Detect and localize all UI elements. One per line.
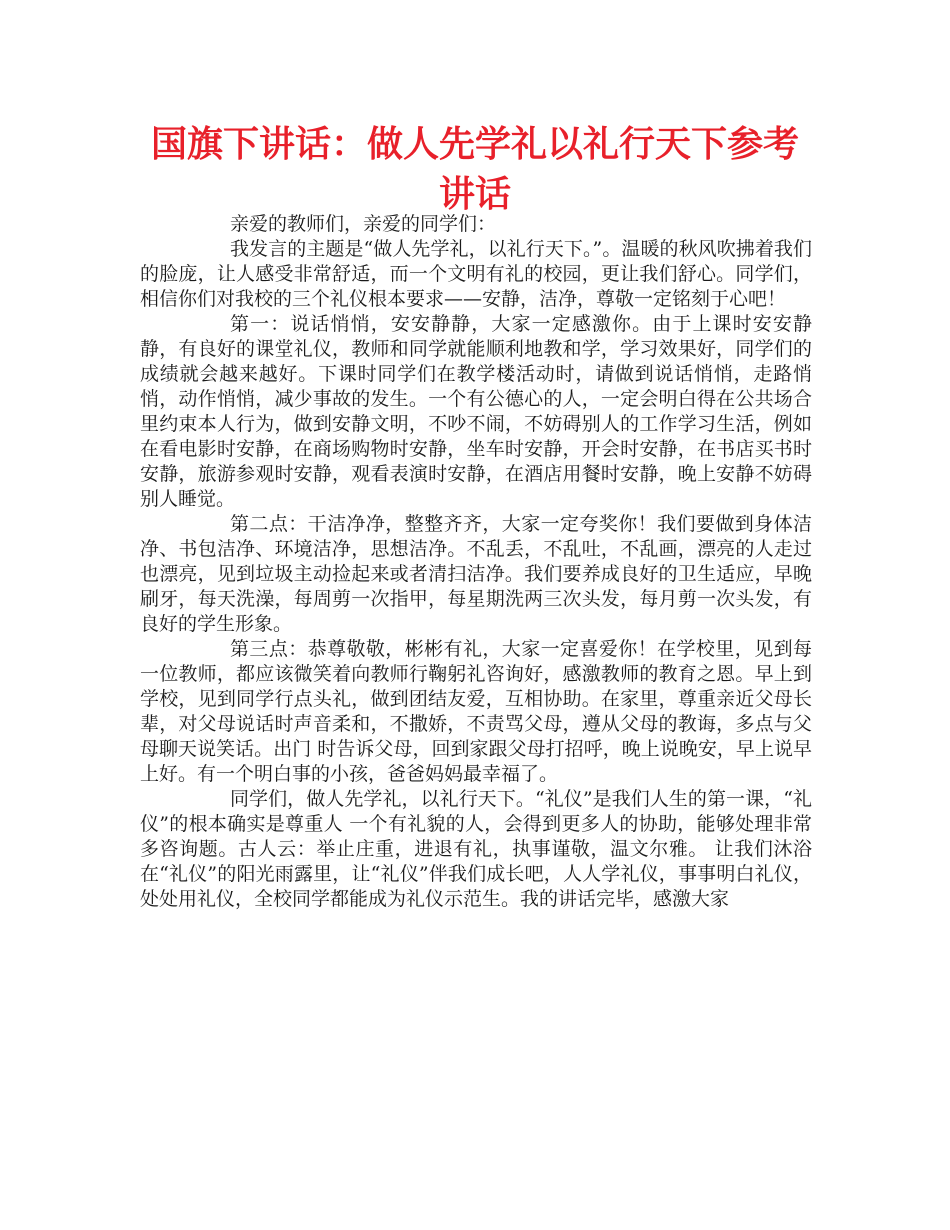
paragraph-third-point: 第三点：恭尊敬敬，彬彬有礼，大家一定喜爱你！在学校里，见到每一位教师，都应该微笑着向教师行鞠躬礼咨询好，感激教师的教育之恩。早上到学校，见到同学行点头礼，做到团结友爱，互相协助。在家里，尊重亲近父母长辈，对父母说话时声音柔和，不撒娇，不责骂父母，遵从父母的教诲，多点与父母聊天说笑话。出门 时告诉父母，回到家跟父母打招呼，晚上说晚安，早上说早上好。有一个明白事的小孩，爸爸妈妈最幸福了。 <box>140 638 812 785</box>
paragraph-first-point: 第一：说话悄悄，安安静静，大家一定感激你。由于上课时安安静静，有良好的课堂礼仪，教师和同学就能顺利地教和学，学习效果好，同学们的成绩就会越来越好。下课时同学们在教学楼活动时，请做到说话悄悄，走路悄悄，动作悄悄，减少事故的发生。一个有公德心的人，一定会明白得在公共场合里约束本人行为，做到安静文明，不吵不闹，不妨碍别人的工作学习生活，例如在看电影时安静，在商场购物时安静，坐车时安静，开会时安静，在书店买书时安静，旅游参观时安静，观看表演时安静，在酒店用餐时安静，晚上安静不妨碍别人睡觉。 <box>140 313 812 510</box>
paragraph-conclusion: 同学们，做人先学礼，以礼行天下。“礼仪”是我们人生的第一课，“礼仪”的根本确实是尊重人 一个有礼貌的人，会得到更多人的协助，能够处理非常多咨询题。古人云：举止庄重，进退有礼，执事谨敬，温文尔雅。 让我们沐浴在“礼仪”的阳光雨露里，让“礼仪”伴我们成长吧，人人学礼仪，事事明白礼仪，处处用礼仪，全校同学都能成为礼仪示范生。我的讲话完毕，感激大家 <box>140 788 812 910</box>
salutation: 亲爱的教师们，亲爱的同学们： <box>230 213 497 235</box>
paragraph-intro: 我发言的主题是“做人先学礼，以礼行天下。”。温暖的秋风吹拂着我们的脸庞，让人感受非常舒适，而一个文明有礼的校园，更让我们舒心。同学们，相信你们对我校的三个礼仪根本要求——安静，洁净，尊敬一定铭刻于心吧！ <box>140 238 812 310</box>
page-title <box>130 120 820 220</box>
speech-body <box>140 212 812 912</box>
paragraph-second-point: 第二点：干洁净净，整整齐齐，大家一定夸奖你！我们要做到身体洁净、书包洁净、环境洁净，思想洁净。不乱丢，不乱吐，不乱画，漂亮的人走过也漂亮，见到垃圾主动捡起来或者清扫洁净。我们要养成良好的卫生适应，早晚刷牙，每天洗澡，每周剪一次指甲，每星期洗两三次头发，每月剪一次头发，有良好的学生形象。 <box>140 513 812 635</box>
title-line-2: 讲话 <box>438 174 511 215</box>
title-line-1: 国旗下讲话：做人先学礼以礼行天下参考 <box>150 124 799 165</box>
